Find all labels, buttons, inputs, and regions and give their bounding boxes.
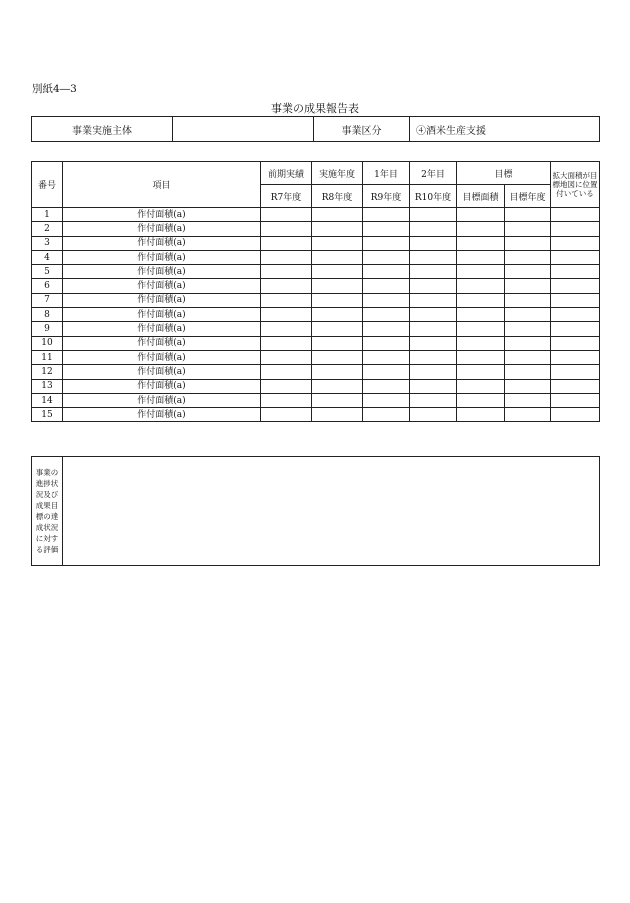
row-number: 1: [32, 208, 63, 222]
subheader-r10: R10年度: [410, 185, 457, 208]
cell-target-area[interactable]: [457, 279, 505, 293]
cell-target-area[interactable]: [457, 322, 505, 336]
cell-r8[interactable]: [312, 350, 363, 364]
cell-r7[interactable]: [261, 279, 312, 293]
cell-expand-area[interactable]: [551, 279, 600, 293]
cell-r8[interactable]: [312, 408, 363, 422]
cell-r7[interactable]: [261, 265, 312, 279]
row-item: 作付面積(a): [63, 379, 261, 393]
row-number: 2: [32, 222, 63, 236]
row-item: 作付面積(a): [63, 208, 261, 222]
cell-r10[interactable]: [410, 265, 457, 279]
col-header-number: 番号: [32, 162, 63, 208]
cell-r10[interactable]: [410, 393, 457, 407]
row-item: 作付面積(a): [63, 350, 261, 364]
cell-expand-area[interactable]: [551, 408, 600, 422]
cell-r10[interactable]: [410, 250, 457, 264]
cell-r7[interactable]: [261, 293, 312, 307]
category-label: 事業区分: [314, 117, 410, 142]
col-header-impl-year: 実施年度: [312, 162, 363, 185]
cell-r10[interactable]: [410, 236, 457, 250]
row-number: 5: [32, 265, 63, 279]
col-header-target: 目標: [457, 162, 551, 185]
table-row: [32, 250, 600, 264]
cell-target-year[interactable]: [505, 350, 551, 364]
cell-r7[interactable]: [261, 236, 312, 250]
evaluation-table: [31, 456, 600, 566]
cell-r10[interactable]: [410, 308, 457, 322]
cell-r10[interactable]: [410, 336, 457, 350]
cell-target-year[interactable]: [505, 408, 551, 422]
evaluation-label: [32, 457, 63, 566]
cell-target-area[interactable]: [457, 365, 505, 379]
cell-expand-area[interactable]: [551, 393, 600, 407]
cell-target-area[interactable]: [457, 293, 505, 307]
cell-r9[interactable]: [363, 408, 410, 422]
cell-r10[interactable]: [410, 408, 457, 422]
cell-r7[interactable]: [261, 208, 312, 222]
cell-target-year[interactable]: [505, 279, 551, 293]
cell-target-year[interactable]: [505, 208, 551, 222]
cell-r10[interactable]: [410, 350, 457, 364]
cell-r7[interactable]: [261, 336, 312, 350]
cell-target-year[interactable]: [505, 308, 551, 322]
row-item: 作付面積(a): [63, 250, 261, 264]
cell-r10[interactable]: [410, 365, 457, 379]
evaluation-label-line: 事業の: [35, 468, 59, 477]
cell-expand-area[interactable]: [551, 293, 600, 307]
cell-r7[interactable]: [261, 379, 312, 393]
row-item: 作付面積(a): [63, 408, 261, 422]
cell-r8[interactable]: [312, 336, 363, 350]
row-number: 8: [32, 308, 63, 322]
row-number: 15: [32, 408, 63, 422]
cell-r9[interactable]: [363, 236, 410, 250]
cell-r9[interactable]: [363, 208, 410, 222]
header-info-table: [31, 116, 600, 142]
cell-target-area[interactable]: [457, 236, 505, 250]
table-row: [32, 408, 600, 422]
cell-r10[interactable]: [410, 208, 457, 222]
cell-target-area[interactable]: [457, 308, 505, 322]
table-row: [32, 208, 600, 222]
cell-target-year[interactable]: [505, 322, 551, 336]
row-number: 10: [32, 336, 63, 350]
evaluation-label-line: る評価: [35, 545, 59, 554]
evaluation-label-line: 成果目: [35, 501, 59, 510]
table-row: [32, 350, 600, 364]
row-number: 12: [32, 365, 63, 379]
cell-target-area[interactable]: [457, 336, 505, 350]
cell-r10[interactable]: [410, 322, 457, 336]
cell-target-area[interactable]: [457, 379, 505, 393]
cell-r8[interactable]: [312, 208, 363, 222]
evaluation-label-line: 標の達: [35, 512, 59, 521]
cell-target-area[interactable]: [457, 350, 505, 364]
cell-target-area[interactable]: [457, 408, 505, 422]
cell-r7[interactable]: [261, 308, 312, 322]
cell-r10[interactable]: [410, 379, 457, 393]
category-value: ④酒米生産支援: [410, 117, 600, 142]
cell-expand-area[interactable]: [551, 250, 600, 264]
cell-r10[interactable]: [410, 293, 457, 307]
table-row: [32, 322, 600, 336]
cell-target-area[interactable]: [457, 265, 505, 279]
table-row: [32, 265, 600, 279]
row-number: 7: [32, 293, 63, 307]
cell-r8[interactable]: [312, 322, 363, 336]
table-row: [32, 293, 600, 307]
cell-expand-area[interactable]: [551, 379, 600, 393]
col-header-expand-area: 拡大面積が目標地図に位置付いている: [551, 162, 600, 208]
col-header-prev-result: 前期実績: [261, 162, 312, 185]
cell-target-year[interactable]: [505, 236, 551, 250]
row-number: 9: [32, 322, 63, 336]
cell-r10[interactable]: [410, 279, 457, 293]
table-row: [32, 393, 600, 407]
subheader-target-area: 目標面積: [457, 185, 505, 208]
table-row: [32, 308, 600, 322]
row-item: 作付面積(a): [63, 222, 261, 236]
table-row: [32, 365, 600, 379]
cell-r9[interactable]: [363, 350, 410, 364]
cell-r9[interactable]: [363, 293, 410, 307]
cell-expand-area[interactable]: [551, 322, 600, 336]
cell-target-area[interactable]: [457, 208, 505, 222]
table-row: [32, 222, 600, 236]
cell-target-year[interactable]: [505, 265, 551, 279]
cell-r9[interactable]: [363, 222, 410, 236]
cell-r8[interactable]: [312, 265, 363, 279]
cell-target-year[interactable]: [505, 250, 551, 264]
cell-expand-area[interactable]: [551, 336, 600, 350]
row-item: 作付面積(a): [63, 279, 261, 293]
row-number: 14: [32, 393, 63, 407]
cell-expand-area[interactable]: [551, 350, 600, 364]
cell-r7[interactable]: [261, 408, 312, 422]
table-row: [32, 379, 600, 393]
row-item: 作付面積(a): [63, 336, 261, 350]
table-row: [32, 236, 600, 250]
cell-r10[interactable]: [410, 222, 457, 236]
cell-r8[interactable]: [312, 293, 363, 307]
cell-target-area[interactable]: [457, 393, 505, 407]
cell-r8[interactable]: [312, 236, 363, 250]
cell-r7[interactable]: [261, 222, 312, 236]
col-header-year2: 2年目: [410, 162, 457, 185]
row-number: 6: [32, 279, 63, 293]
cell-expand-area[interactable]: [551, 236, 600, 250]
row-number: 4: [32, 250, 63, 264]
cell-r9[interactable]: [363, 365, 410, 379]
cell-r8[interactable]: [312, 222, 363, 236]
cell-r7[interactable]: [261, 393, 312, 407]
row-number: 3: [32, 236, 63, 250]
cell-expand-area[interactable]: [551, 222, 600, 236]
cell-r9[interactable]: [363, 279, 410, 293]
document-title: 事業の成果報告表: [271, 102, 359, 115]
document-code: 別紙4―3: [32, 83, 77, 95]
entity-label: 事業実施主体: [32, 117, 173, 142]
row-number: 13: [32, 379, 63, 393]
cell-r9[interactable]: [363, 393, 410, 407]
cell-expand-area[interactable]: [551, 265, 600, 279]
cell-r7[interactable]: [261, 350, 312, 364]
cell-target-year[interactable]: [505, 365, 551, 379]
subheader-r7: R7年度: [261, 185, 312, 208]
row-item: 作付面積(a): [63, 322, 261, 336]
row-item: 作付面積(a): [63, 265, 261, 279]
cell-r8[interactable]: [312, 365, 363, 379]
cell-target-year[interactable]: [505, 379, 551, 393]
row-number: 11: [32, 350, 63, 364]
cell-target-year[interactable]: [505, 336, 551, 350]
cell-r9[interactable]: [363, 308, 410, 322]
cell-r9[interactable]: [363, 336, 410, 350]
col-header-item: 項目: [63, 162, 261, 208]
row-item: 作付面積(a): [63, 308, 261, 322]
col-header-year1: 1年目: [363, 162, 410, 185]
evaluation-label-line: に対す: [35, 534, 59, 543]
cell-r9[interactable]: [363, 265, 410, 279]
cell-r8[interactable]: [312, 393, 363, 407]
row-item: 作付面積(a): [63, 393, 261, 407]
subheader-target-year: 目標年度: [505, 185, 551, 208]
row-item: 作付面積(a): [63, 236, 261, 250]
cell-expand-area[interactable]: [551, 365, 600, 379]
table-row: [32, 336, 600, 350]
evaluation-label-line: 成状況: [35, 523, 59, 532]
cell-r8[interactable]: [312, 379, 363, 393]
cell-r9[interactable]: [363, 250, 410, 264]
evaluation-label-line: 況及び: [35, 490, 59, 499]
cell-r8[interactable]: [312, 279, 363, 293]
row-item: 作付面積(a): [63, 365, 261, 379]
cell-expand-area[interactable]: [551, 208, 600, 222]
cell-r8[interactable]: [312, 308, 363, 322]
subheader-r9: R9年度: [363, 185, 410, 208]
results-table: [31, 161, 600, 422]
cell-r9[interactable]: [363, 322, 410, 336]
cell-r7[interactable]: [261, 365, 312, 379]
cell-target-year[interactable]: [505, 293, 551, 307]
cell-target-area[interactable]: [457, 222, 505, 236]
cell-r7[interactable]: [261, 322, 312, 336]
cell-expand-area[interactable]: [551, 308, 600, 322]
cell-target-year[interactable]: [505, 222, 551, 236]
cell-r8[interactable]: [312, 250, 363, 264]
evaluation-label-line: 進捗状: [35, 479, 59, 488]
cell-target-year[interactable]: [505, 393, 551, 407]
table-row: [32, 279, 600, 293]
evaluation-value-field[interactable]: [63, 457, 600, 566]
cell-r9[interactable]: [363, 379, 410, 393]
entity-value-field[interactable]: [173, 117, 314, 142]
subheader-r8: R8年度: [312, 185, 363, 208]
row-item: 作付面積(a): [63, 293, 261, 307]
cell-r7[interactable]: [261, 250, 312, 264]
cell-target-area[interactable]: [457, 250, 505, 264]
